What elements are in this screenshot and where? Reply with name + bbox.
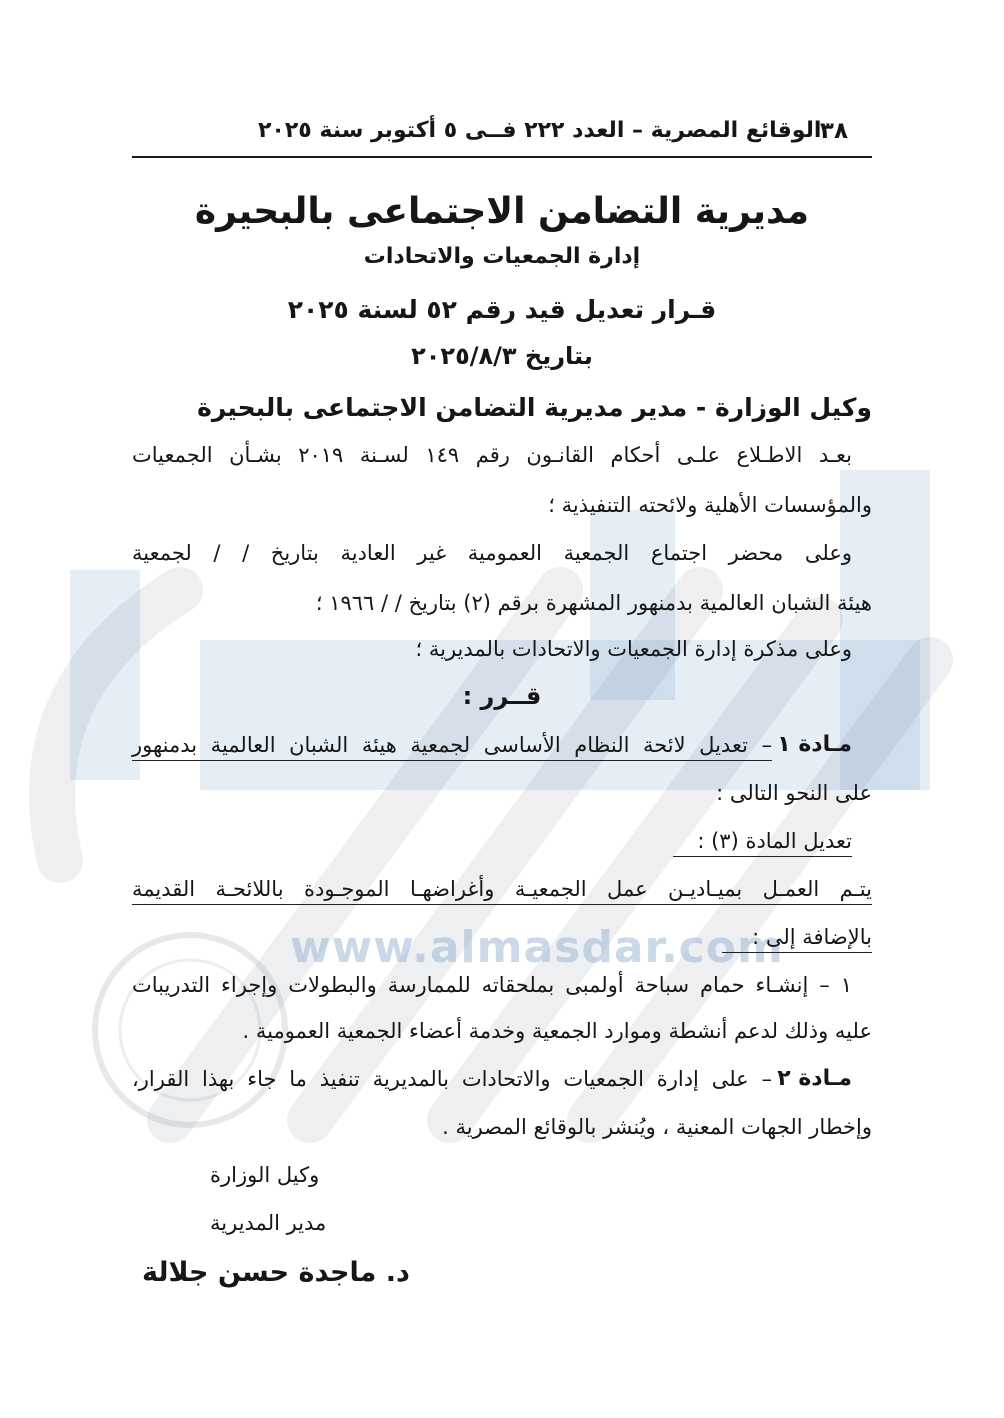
signature-name: د. ماجدة حسن جلالة (142, 1257, 410, 1288)
article-2-text: – على إدارة الجمعيات والاتحادات بالمديرية تنفيذ ما جاء بهذا القرار، (132, 1067, 772, 1091)
preamble-3: وعلى مذكرة إدارة الجمعيات والاتحادات بالمديرية ؛ (415, 637, 852, 661)
amendment-title: تعديل المادة (٣) : (673, 826, 852, 857)
amendment-line-1: يتـم العمـل بميـاديـن عمل الجمعيـة وأغراضهـا الموجـودة باللائحـة القديمة (132, 874, 872, 905)
preamble-2-line-1: وعلى محضر اجتماع الجمعية العمومية غير العادية بتاريخ / / لجمعية (132, 541, 852, 565)
issuer-line: وكيل الوزارة - مدير مديرية التضامن الاجتماعى بالبحيرة (197, 393, 872, 422)
decided-heading: قــرر : (462, 682, 542, 710)
publication-header: الوقائع المصرية – العدد ٢٢٢ فــى ٥ أكتوبر سنة ٢٠٢٥ (258, 118, 822, 143)
article-2-line-1 (132, 1064, 852, 1098)
preamble-1-line-2: والمؤسسات الأهلية ولائحته التنفيذية ؛ (548, 493, 872, 517)
signature-title-2: مدير المديرية (210, 1211, 327, 1235)
article-1-line-2: على النحو التالى : (716, 781, 872, 805)
preamble-2-line-2: هيئة الشبان العالمية بدمنهور المشهرة برقم (٢) بتاريخ / / ١٩٦٦ ؛ (315, 591, 872, 615)
watermark-url: www.almasdar.com (290, 922, 784, 973)
page-number: ٣٨ (819, 118, 848, 144)
signature-title-1: وكيل الوزارة (210, 1163, 320, 1187)
item-1-line-2: عليه وذلك لدعم أنشطة وموارد الجمعية وخدمة أعضاء الجمعية العمومية . (242, 1019, 872, 1043)
article-1-label: مـادة ١ (777, 732, 852, 757)
decision-title: قـرار تعديل قيد رقم ٥٢ لسنة ٢٠٢٥ (287, 295, 717, 324)
page-header (132, 112, 872, 158)
article-2-label: مـادة ٢ (777, 1066, 852, 1091)
article-1-text: – تعديل لائحة النظام الأساسى لجمعية هيئة الشبان العالمية بدمنهور (132, 730, 772, 761)
decision-date: بتاريخ ٢٠٢٥/٨/٣ (411, 342, 593, 370)
preamble-1-line-1: بعـد الاطـلاع علـى أحكام القانـون رقم ١٤٩ لسـنة ٢٠١٩ بشـأن الجمعيات (132, 443, 852, 467)
authority-title: مديرية التضامن الاجتماعى بالبحيرة (194, 191, 810, 232)
item-1-line-1: ١ – إنشـاء حمام سباحة أولمبى بملحقاته للممارسة والبطولات وإجراء التدريبات (132, 973, 852, 997)
amendment-line-2: بالإضافة إلى : (722, 922, 872, 953)
department-title: إدارة الجمعيات والاتحادات (363, 244, 641, 269)
article-2-line-2: وإخطار الجهات المعنية ، ويُنشر بالوقائع المصرية . (442, 1115, 872, 1139)
article-1-line-1 (132, 730, 852, 764)
